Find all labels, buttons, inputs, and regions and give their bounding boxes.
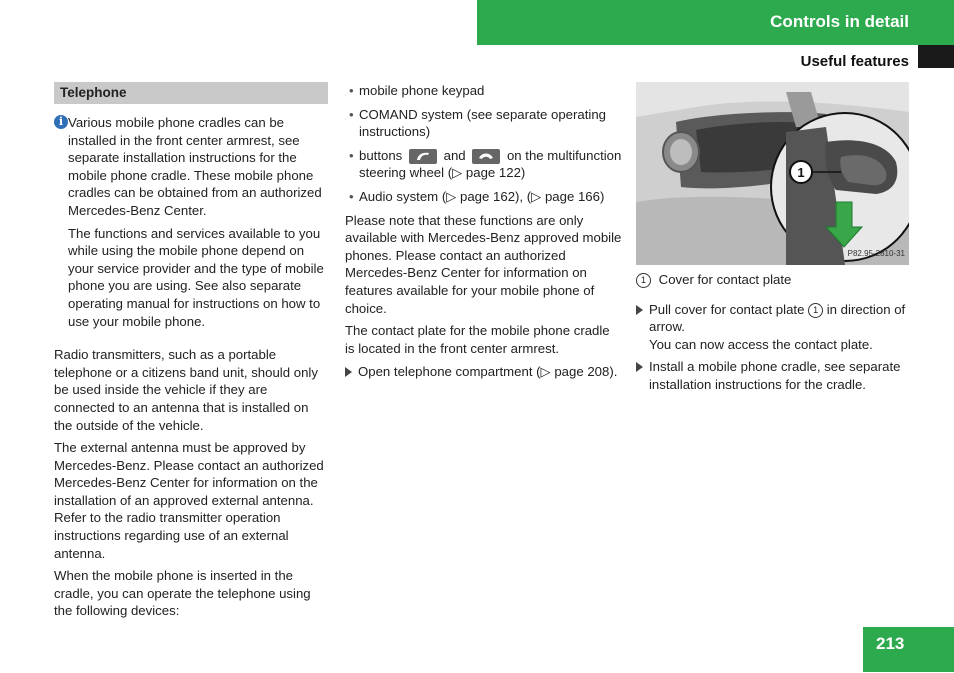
instruction-step (345, 363, 622, 381)
step-arrow-icon (345, 367, 352, 377)
info-note (54, 114, 328, 330)
list-item-text: buttons (359, 147, 403, 163)
note-paragraph-2: The functions and services available to you while using the mobile phone depend on your service provider and the type of mobile phone you are using. See also separate operating manual for instructions on how to use your mobile phone. (68, 225, 324, 329)
callout-number: 1 (636, 273, 651, 288)
phone-hangup-icon (472, 149, 500, 164)
chapter-tab (918, 45, 954, 68)
subsection-title: Useful features (800, 53, 909, 70)
step-text: Pull cover for contact plate (649, 301, 805, 317)
step-text: Open telephone compartment (▷ page 208). (358, 364, 618, 380)
step-text: in direction of arrow. (649, 301, 906, 335)
note-paragraph-1: Various mobile phone cradles can be installed in the front center armrest, see separate installation instructions for the mobile phone cradle. These mobile phone cradles can be obtained from an authorized Mercedes-Benz Center. (68, 115, 322, 218)
phone-pickup-icon (409, 149, 437, 164)
figure-caption (636, 271, 910, 289)
armrest-figure (636, 82, 909, 265)
figure-callout: 1 (797, 165, 805, 180)
figure-code: P82.95-2810-31 (847, 249, 905, 259)
paragraph-contact-plate: The contact plate for the mobile phone cradle is located in the front center armrest. (345, 323, 610, 356)
paragraph-antenna: The external antenna must be approved by Mercedes-Benz. Please contact an authorized Mercedes-Benz Center for information on the installation of an approved external antenna. Refer to the radio transmitter operation instructions regarding use of an external antenna. (54, 440, 324, 561)
armrest-illustration (636, 82, 909, 265)
page-number: 213 (876, 634, 905, 653)
instruction-step (636, 358, 910, 393)
list-item: • mobile phone keypad (345, 82, 622, 100)
column-middle (345, 82, 622, 386)
column-right (636, 82, 910, 399)
paragraph-approved-phones: Please note that these functions are only available with Mercedes-Benz approved mobile phones. Please contact an authorized Mercedes-Benz Center for information on features available for your mobile phone of choice. (345, 212, 622, 316)
column-left (54, 82, 328, 625)
paragraph-cradle: When the mobile phone is inserted in the cradle, you can operate the telephone using the following devices: (54, 568, 311, 619)
section-title: Telephone (54, 82, 328, 104)
paragraph-radio: Radio transmitters, such as a portable telephone or a citizens band unit, should only be used inside the vehicle if they are connected to an antenna that is installed on the outside of the vehicle. (54, 347, 318, 433)
callout-number: 1 (808, 303, 823, 318)
step-text: Install a mobile phone cradle, see separate installation instructions for the cradle. (649, 359, 901, 392)
list-item: • COMAND system (see separate operating instructions) (345, 106, 622, 141)
caption-text: Cover for contact plate (658, 272, 792, 287)
list-item: • Audio system (▷ page 162), (▷ page 166) (345, 188, 622, 206)
list-item-text: and (443, 147, 466, 163)
info-icon: i (54, 115, 68, 129)
step-arrow-icon (636, 305, 643, 315)
section-header-title: Controls in detail (770, 12, 909, 31)
step-arrow-icon (636, 362, 643, 372)
instruction-step (636, 301, 910, 354)
list-item-text: on the multifunction steering wheel (▷ page 122) (359, 147, 622, 181)
step-result-text: You can now access the contact plate. (649, 336, 873, 352)
list-item (345, 147, 622, 182)
